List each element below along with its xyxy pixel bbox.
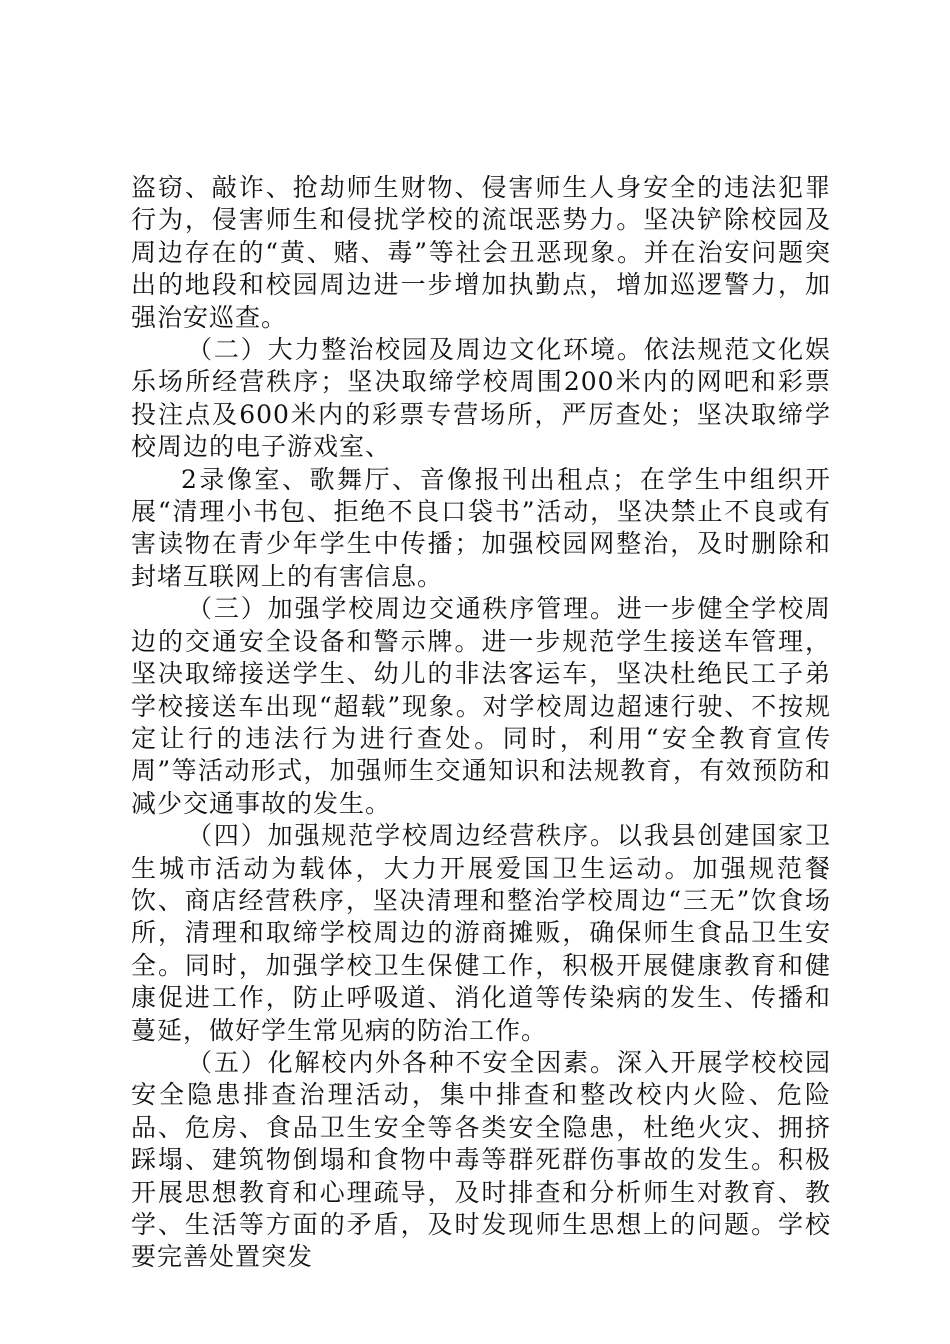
document-body bbox=[131, 172, 831, 1274]
paragraph-public-security-continuation: 盗窃、敲诈、抢劫师生财物、侵害师生人身安全的违法犯罪行为，侵害师生和侵扰学校的流氓恶势力。坚决铲除校园及周边存在的“黄、赌、毒”等社会丑恶现象。并在治安问题突出的地段和校园周边进一步增加执勤点，增加巡逻警力，加强治安巡查。 bbox=[131, 173, 831, 332]
paragraph-traffic-order: （三）加强学校周边交通秩序管理。进一步健全学校周边的交通安全设备和警示牌。进一步规范学生接送车管理，坚决取缔接送学生、幼儿的非法客运车，坚决杜绝民工子弟学校接送车出现“超载”现象。对学校周边超速行驶、不按规定让行的违法行为进行查处。同时，利用“安全教育宣传周”等活动形式，加强师生交通知识和法规教育，有效预防和减少交通事故的发生。 bbox=[131, 594, 831, 818]
paragraph-business-order: （四）加强规范学校周边经营秩序。以我县创建国家卫生城市活动为载体，大力开展爱国卫生运动。加强规范餐饮、商店经营秩序，坚决清理和整治学校周边“三无”饮食场所，清理和取缔学校周边的游商摊贩，确保师生食品卫生安全。同时，加强学校卫生保健工作，积极开展健康教育和健康促进工作，防止呼吸道、消化道等传染病的发生、传播和蔓延，做好学生常见病的防治工作。 bbox=[131, 821, 831, 1045]
paragraph-safety-hazards: （五）化解校内外各种不安全因素。深入开展学校校园安全隐患排查治理活动，集中排查和整改校内火险、危险品、危房、食品卫生安全等各类安全隐患，杜绝火灾、拥挤踩塌、建筑物倒塌和食物中毒等群死群伤事故的发生。积极开展思想教育和心理疏导，及时排查和分析师生对教育、教学、生活等方面的矛盾，及时发现师生思想上的问题。学校要完善处置突发 bbox=[131, 1047, 831, 1272]
paragraph-cultural-environment: （二）大力整治校园及周边文化环境。依法规范文化娱乐场所经营秩序；坚决取缔学校周围200米内的网吧和彩票投注点及600米内的彩票专营场所，严厉查处；坚决取缔学校周边的电子游戏室、 bbox=[131, 335, 831, 462]
paragraph-video-rooms-and-publications: 2录像室、歌舞厅、音像报刊出租点；在学生中组织开展“清理小书包、拒绝不良口袋书”活动，坚决禁止不良或有害读物在青少年学生中传播；加强校园网整治，及时删除和封堵互联网上的有害信息。 bbox=[131, 464, 831, 591]
